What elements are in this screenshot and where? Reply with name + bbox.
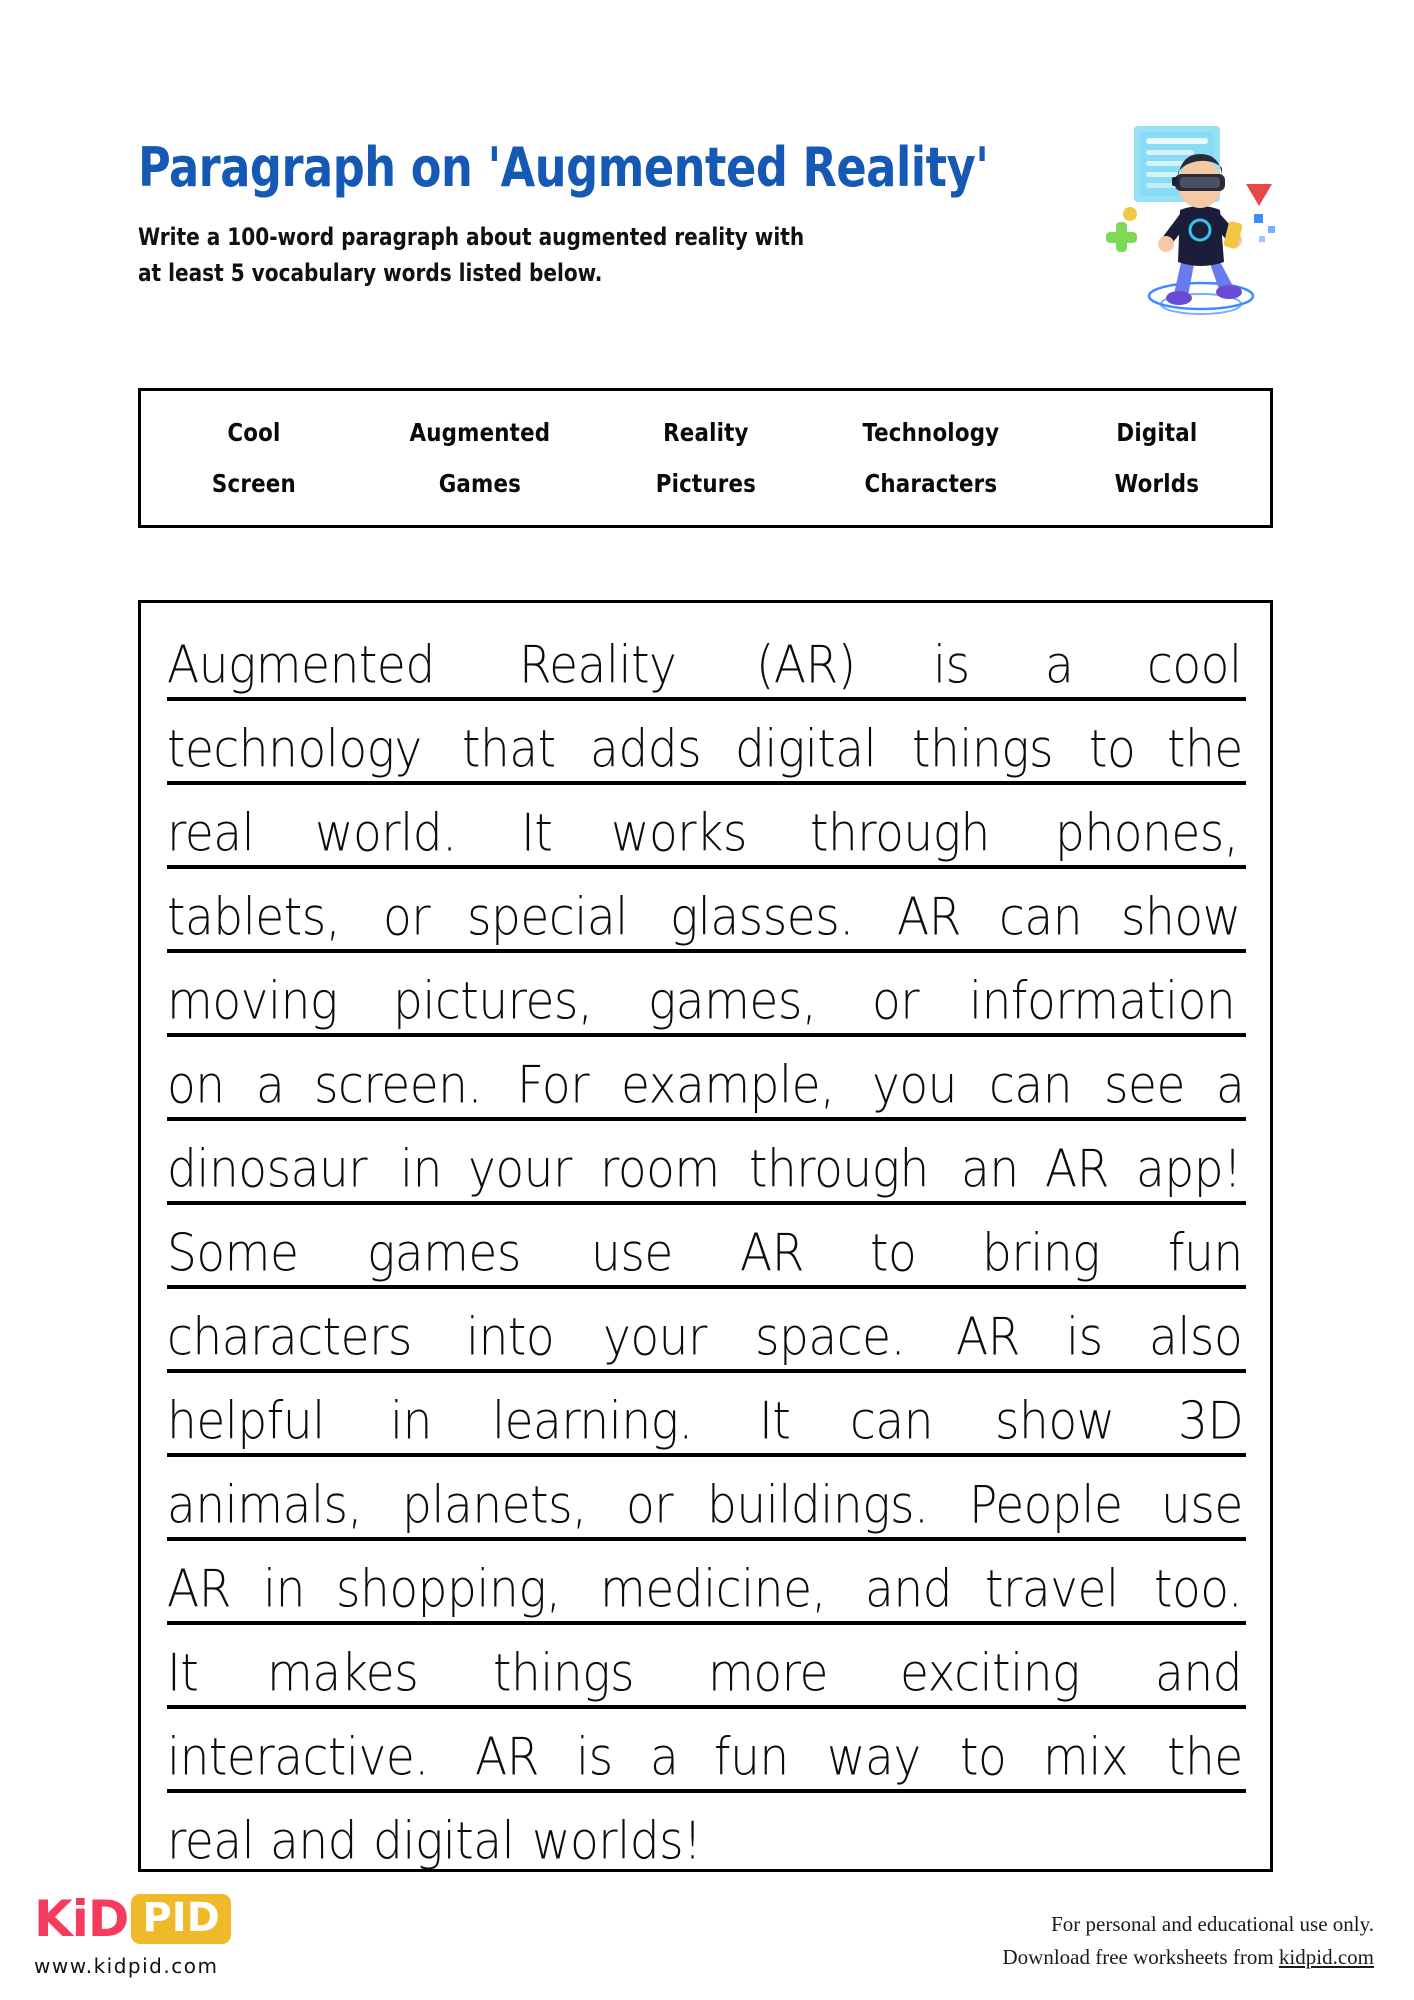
paragraph-word: tablets,	[167, 886, 341, 948]
vocabulary-word: Digital	[1116, 418, 1198, 447]
paragraph-word: through	[749, 1138, 930, 1200]
paragraph-word: dinosaur	[167, 1138, 368, 1200]
paragraph-line	[167, 869, 1246, 953]
paragraph-word: glasses.	[670, 886, 855, 948]
paragraph-word: can	[850, 1390, 934, 1452]
boy-with-vr-headset-illustration	[1096, 118, 1306, 323]
logo-pid-badge	[131, 1894, 230, 1944]
paragraph-word: your	[467, 1138, 572, 1200]
paragraph-word: bring	[981, 1222, 1100, 1284]
paragraph-word: AR	[955, 1306, 1020, 1368]
paragraph-word: (AR)	[756, 634, 856, 696]
paragraph-word: too.	[1154, 1558, 1243, 1620]
paragraph-word: 3D	[1178, 1390, 1244, 1452]
paragraph-word: show	[995, 1390, 1115, 1452]
paragraph-word: AR	[897, 886, 962, 948]
paragraph-word: world.	[315, 802, 458, 864]
paragraph-word: into	[466, 1306, 555, 1368]
paragraph-word: use	[1160, 1474, 1243, 1536]
paragraph-word: to	[870, 1222, 917, 1284]
vocabulary-word: Technology	[862, 418, 1000, 447]
paragraph-word: It	[167, 1642, 199, 1704]
paragraph-word: worlds!	[531, 1810, 702, 1872]
paragraph-word: works	[610, 802, 747, 864]
paragraph-word: People	[969, 1474, 1123, 1536]
paragraph-word: your	[602, 1306, 707, 1368]
paragraph-word: or	[625, 1474, 674, 1536]
paragraph-word: AR	[1045, 1138, 1110, 1200]
paragraph-word: app!	[1136, 1138, 1242, 1200]
paragraph-word: interactive.	[167, 1726, 429, 1788]
logo-pid-text: PID	[142, 1895, 220, 1941]
paragraph-word: technology	[167, 718, 422, 780]
worksheet-instructions	[138, 219, 1198, 291]
paragraph-word: more	[707, 1642, 828, 1704]
paragraph-word: can	[999, 886, 1083, 948]
paragraph-word: planets,	[401, 1474, 587, 1536]
kidpid-logo	[34, 1892, 374, 1978]
paragraph-word: a	[1216, 1054, 1245, 1116]
paragraph-word: characters	[167, 1306, 412, 1368]
footer-usage-note	[1003, 1908, 1375, 1973]
paragraph-line	[167, 1625, 1246, 1709]
paragraph-word: also	[1148, 1306, 1243, 1368]
paragraph-word: and	[865, 1558, 953, 1620]
paragraph-word: travel	[985, 1558, 1119, 1620]
paragraph-word: medicine,	[600, 1558, 827, 1620]
vocabulary-row-2	[141, 469, 1270, 498]
paragraph-word: digital	[735, 718, 877, 780]
paragraph-word: way	[827, 1726, 921, 1788]
paragraph-word: moving	[167, 970, 338, 1032]
paragraph-word: learning.	[491, 1390, 693, 1452]
vocabulary-word: Worlds	[1114, 469, 1200, 498]
paragraph-word: through	[810, 802, 990, 864]
vocabulary-word: Reality	[662, 418, 749, 447]
paragraph-word: or	[382, 886, 431, 948]
paragraph-word: phones,	[1055, 802, 1239, 864]
paragraph-word: games	[367, 1222, 522, 1284]
paragraph-word: buildings.	[706, 1474, 929, 1536]
instructions-line-1: Write a 100-word paragraph about augmented reality with	[138, 222, 805, 251]
paragraph-line	[167, 1205, 1246, 1289]
paragraph-word: real	[167, 802, 255, 864]
paragraph-word: on	[167, 1054, 225, 1116]
paragraph-line	[167, 785, 1246, 869]
paragraph-line	[167, 953, 1246, 1037]
paragraph-line	[167, 1037, 1246, 1121]
paragraph-word: special	[467, 886, 629, 948]
vocabulary-row-1	[141, 418, 1270, 447]
footer-note-line-2	[1003, 1941, 1375, 1974]
paragraph-word: Reality	[519, 634, 677, 696]
paragraph-word: fun	[1168, 1222, 1243, 1284]
paragraph-word: AR	[167, 1558, 231, 1620]
vocabulary-word: Cool	[227, 418, 281, 447]
paragraph-word: is	[933, 634, 970, 696]
footer-note-prefix: Download free worksheets from	[1002, 1944, 1279, 1969]
paragraph-word: mix	[1043, 1726, 1129, 1788]
paragraph-line	[167, 1709, 1246, 1793]
paragraph-word: or	[871, 970, 919, 1032]
paragraph-line	[167, 1289, 1246, 1373]
paragraph-word: information	[968, 970, 1235, 1032]
paragraph-word: animals,	[167, 1474, 363, 1536]
paragraph-word: see	[1103, 1054, 1185, 1116]
paragraph-line	[167, 617, 1246, 701]
paragraph-word: in	[263, 1558, 306, 1620]
vocabulary-word: Screen	[211, 469, 296, 498]
vocabulary-word: Games	[438, 469, 521, 498]
page-title: Paragraph on 'Augmented Reality'	[138, 136, 989, 199]
paragraph-word: pictures,	[392, 970, 593, 1032]
paragraph-word: real	[167, 1810, 255, 1872]
paragraph-word: is	[1066, 1306, 1104, 1368]
paragraph-word: room	[600, 1138, 720, 1200]
paragraph-word: in	[399, 1138, 442, 1200]
paragraph-word: shopping,	[336, 1558, 562, 1620]
paragraph-word: AR	[474, 1726, 539, 1788]
paragraph-word: that	[462, 718, 556, 780]
paragraph-word: and	[1155, 1642, 1243, 1704]
paragraph-word: It	[759, 1390, 791, 1452]
logo-kid-text: KiD	[34, 1890, 129, 1948]
paragraph-line	[167, 1457, 1246, 1541]
paragraph-word: is	[576, 1726, 614, 1788]
footer-note-line-1: For personal and educational use only.	[1051, 1912, 1374, 1936]
paragraph-word: makes	[267, 1642, 419, 1704]
paragraph-line	[167, 1541, 1246, 1625]
paragraph-word: space.	[754, 1306, 906, 1368]
paragraph-word: games,	[648, 970, 817, 1032]
paragraph-word: in	[389, 1390, 432, 1452]
paragraph-word: Augmented	[167, 634, 435, 696]
paragraph-word: screen.	[313, 1054, 482, 1116]
paragraph-line	[167, 1121, 1246, 1205]
paragraph-word: the	[1166, 1726, 1243, 1788]
paragraph-word: a	[255, 1054, 284, 1116]
paragraph-word: things	[492, 1642, 634, 1704]
paragraph-word: exciting	[900, 1642, 1081, 1704]
instructions-line-2: at least 5 vocabulary words listed below.	[138, 258, 603, 287]
paragraph-word: adds	[589, 718, 701, 780]
logo-website-url: www.kidpid.com	[34, 1954, 219, 1978]
paragraph-word: It	[520, 802, 552, 864]
paragraph-word: For	[517, 1054, 590, 1116]
paragraph-word: cool	[1147, 634, 1243, 696]
paragraph-answer-box[interactable]	[138, 600, 1273, 1872]
paragraph-word: helpful	[167, 1390, 325, 1452]
paragraph-word: a	[1044, 634, 1074, 696]
paragraph-word: AR	[740, 1222, 804, 1284]
paragraph-word: an	[960, 1138, 1019, 1200]
vocabulary-word: Pictures	[655, 469, 756, 498]
paragraph-word: to	[959, 1726, 1007, 1788]
logo-mark	[34, 1892, 374, 1946]
paragraph-word: the	[1167, 718, 1243, 780]
paragraph-word: can	[988, 1054, 1072, 1116]
vocabulary-word: Characters	[864, 469, 998, 498]
paragraph-line	[167, 1793, 1246, 1872]
paragraph-word: things	[912, 718, 1054, 780]
vocabulary-word: Augmented	[409, 418, 551, 447]
paragraph-word: you	[871, 1054, 957, 1116]
vocabulary-word-bank	[138, 388, 1273, 528]
paragraph-line	[167, 1373, 1246, 1457]
paragraph-word: example,	[620, 1054, 835, 1116]
paragraph-word: to	[1088, 718, 1136, 780]
paragraph-word: and	[269, 1810, 357, 1872]
paragraph-word: a	[649, 1726, 678, 1788]
kidpid-link[interactable]: kidpid.com	[1278, 1944, 1374, 1969]
paragraph-word: fun	[714, 1726, 789, 1788]
paragraph-line	[167, 701, 1246, 785]
paragraph-word: digital	[372, 1810, 514, 1872]
paragraph-word: show	[1121, 886, 1241, 948]
paragraph-word: use	[591, 1222, 674, 1284]
paragraph-word: Some	[167, 1222, 299, 1284]
